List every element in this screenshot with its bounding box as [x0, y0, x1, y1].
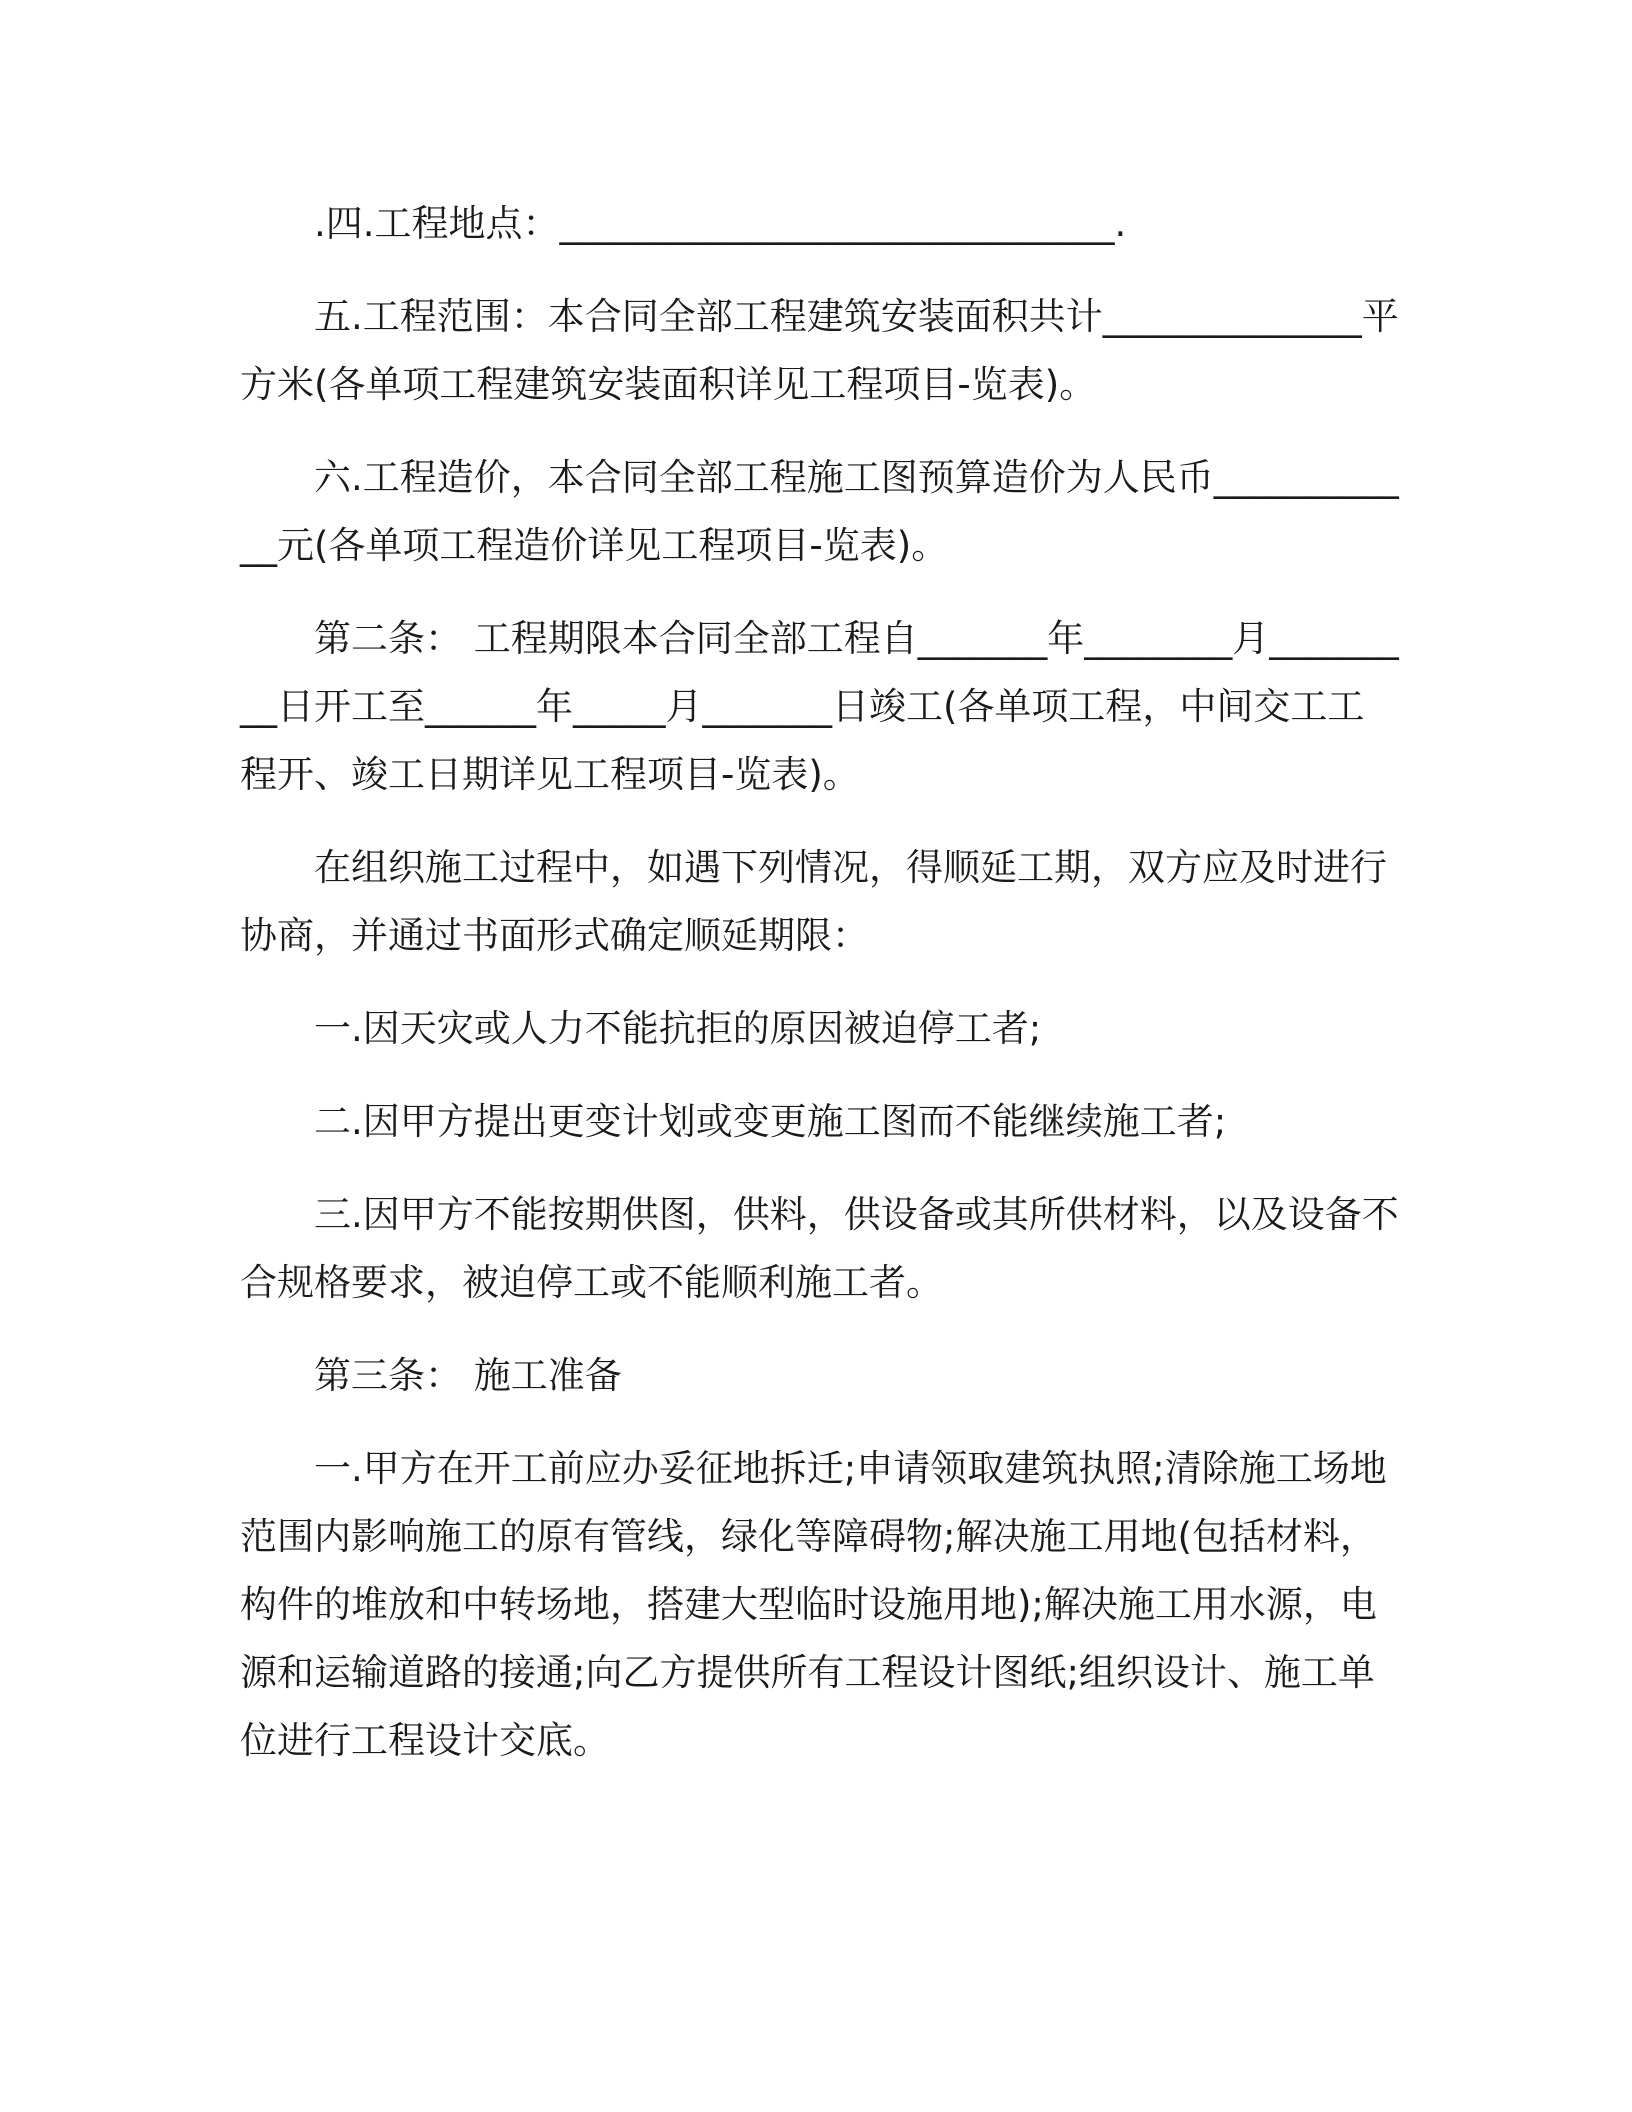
- paragraph-article-two-duration: 第二条： 工程期限本合同全部工程自_______年________月_________日开工至______年_____月_______日竣工(各单项工程，中间交工工程开、竣工日期详见工程项目-览表)。: [240, 617, 1399, 796]
- paragraph-article-three-heading: 第三条： 施工准备: [314, 1354, 622, 1397]
- paragraph-extension-conditions: 在组织施工过程中，如遇下列情况，得顺延工期，双方应及时进行协商，并通过书面形式确定顺延期限：: [240, 846, 1387, 957]
- paragraph-project-cost: 六.工程造价，本合同全部工程施工图预算造价为人民币____________元(各单项工程造价详见工程项目-览表)。: [240, 456, 1399, 567]
- paragraph-preparation-one: 一.甲方在开工前应办妥征地拆迁;申请领取建筑执照;清除施工场地范围内影响施工的原有管线，绿化等障碍物;解决施工用地(包括材料，构件的堆放和中转场地，搭建大型临时设施用地);解决施工用水源，电源和运输道路的接通;向乙方提供所有工程设计图纸;组织设计、施工单位进行工程设计交底。: [240, 1447, 1387, 1762]
- paragraph-condition-one: 一.因天灾或人力不能抗拒的原因被迫停工者;: [314, 1007, 1042, 1050]
- paragraph-project-location: .四.工程地点：______________________________.: [314, 202, 1127, 245]
- paragraph-project-scope: 五.工程范围：本合同全部工程建筑安装面积共计______________平方米(各单项工程建筑安装面积详见工程项目-览表)。: [240, 295, 1399, 406]
- paragraph-condition-three: 三.因甲方不能按期供图，供料，供设备或其所供材料，以及设备不合规格要求，被迫停工或不能顺利施工者。: [240, 1193, 1399, 1304]
- document-body: [240, 190, 1400, 1800]
- paragraph-condition-two: 二.因甲方提出更变计划或变更施工图而不能继续施工者;: [314, 1100, 1227, 1143]
